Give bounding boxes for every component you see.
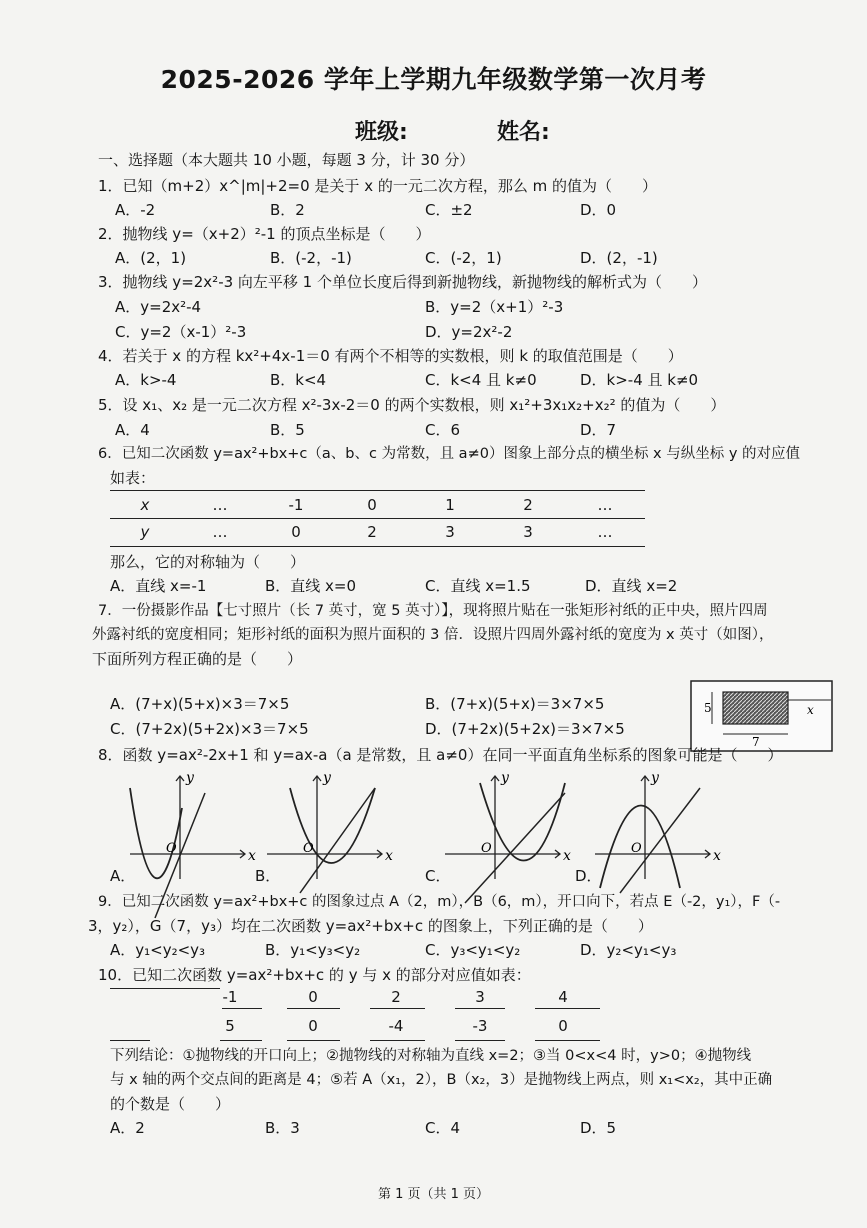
q5-option-c: C．6 <box>425 421 461 439</box>
q9-option-d: D．y₂<y₁<y₃ <box>580 941 677 959</box>
x-axis-label: x <box>385 848 393 864</box>
x-axis-label: x <box>248 848 256 864</box>
table-cell: 0 <box>308 1017 318 1035</box>
table-cell: 2 <box>391 988 401 1006</box>
q4-option-a: A．k>-4 <box>115 371 177 389</box>
table-rule <box>535 1040 600 1041</box>
table-cell: 3 <box>475 988 485 1006</box>
q7-option-a: A．(7+x)(5+x)×3＝7×5 <box>110 695 290 713</box>
table-cell: -1 <box>288 496 304 514</box>
graph-option-d <box>580 768 750 883</box>
question-10-stem-cont: 下列结论：①抛物线的开口向上；②抛物线的对称轴为直线 x=2；③当 0<x<4 时，y>0；④抛物线 <box>110 1048 752 1064</box>
table-rule <box>455 1040 505 1041</box>
table-cell: 5 <box>225 1017 235 1035</box>
q7-option-c: C．(7+2x)(5+2x)×3＝7×5 <box>110 720 309 738</box>
q8-option-label: C． <box>425 867 451 885</box>
origin-label: O <box>481 841 492 856</box>
q7-option-d: D．(7+2x)(5+2x)＝3×7×5 <box>425 720 625 738</box>
table-rule <box>110 988 220 989</box>
x-axis-label: x <box>563 848 571 864</box>
q6-option-c: C．直线 x=1.5 <box>425 577 531 595</box>
q1-option-a: A．-2 <box>115 201 156 219</box>
exam-title: 2025-2026 学年上学期九年级数学第一次月考 <box>160 65 707 94</box>
q3-option-a: A．y=2x²-4 <box>115 298 202 316</box>
table-cell: -4 <box>388 1017 404 1035</box>
table-rule <box>110 546 645 547</box>
q4-option-b: B．k<4 <box>270 371 327 389</box>
table-rule <box>455 1008 505 1009</box>
q6-option-a: A．直线 x=-1 <box>110 577 207 595</box>
q1-option-d: D．0 <box>580 201 617 219</box>
q6-option-b: B．直线 x=0 <box>265 577 357 595</box>
q2-option-b: B．(-2，-1) <box>270 249 352 267</box>
q9-option-a: A．y₁<y₂<y₃ <box>110 941 206 959</box>
table-cell: … <box>597 496 613 514</box>
graph-option-b <box>255 768 425 883</box>
name-label: 姓名: <box>497 120 550 145</box>
table-cell: 3 <box>445 523 455 541</box>
table-cell: -1 <box>222 988 238 1006</box>
x-axis-label: x <box>713 848 721 864</box>
table-rule <box>222 1008 262 1009</box>
line-graph <box>465 793 565 903</box>
q2-option-d: D．(2，-1) <box>580 249 658 267</box>
table-cell: … <box>597 523 613 541</box>
table-rule <box>220 1040 262 1041</box>
table-rule <box>110 1040 150 1041</box>
q3-option-b: B．y=2（x+1）²-3 <box>425 298 564 316</box>
y-axis-label: y <box>186 770 194 786</box>
question-4-stem: 4．若关于 x 的方程 kx²+4x-1＝0 有两个不相等的实数根，则 k 的取值范围是（ ） <box>98 347 683 365</box>
q1-option-b: B．2 <box>270 201 305 219</box>
origin-label: O <box>303 841 314 856</box>
parabola-curve <box>130 788 182 878</box>
q9-option-c: C．y₃<y₁<y₂ <box>425 941 521 959</box>
parabola-curve <box>480 783 565 861</box>
table-cell: 2 <box>367 523 377 541</box>
q8-option-label: D． <box>575 867 602 885</box>
question-8-stem: 8．函数 y=ax²-2x+1 和 y=ax-a（a 是常数，且 a≠0）在同一平面直角坐标系的图象可能是（ ） <box>98 746 783 764</box>
page-footer: 第 1 页（共 1 页） <box>377 1187 490 1202</box>
q10-option-a: A．2 <box>110 1119 145 1137</box>
question-10-stem-cont: 的个数是（ ） <box>110 1095 231 1113</box>
figure-margin-label: x <box>807 703 814 717</box>
q8-option-label: A． <box>110 867 136 885</box>
class-label: 班级: <box>355 120 408 145</box>
table-cell: 1 <box>445 496 455 514</box>
question-5-stem: 5．设 x₁、x₂ 是一元二次方程 x²-3x-2＝0 的两个实数根，则 x₁²+3x₁x₂+x₂² 的值为（ ） <box>98 396 726 414</box>
graph-option-c <box>425 768 595 883</box>
table-cell: 0 <box>291 523 301 541</box>
q3-option-d: D．y=2x²-2 <box>425 323 513 341</box>
q3-option-c: C．y=2（x-1）²-3 <box>115 323 247 341</box>
question-7-stem-cont: 下面所列方程正确的是（ ） <box>92 650 303 668</box>
table-cell: … <box>212 496 228 514</box>
table-rule <box>287 1008 340 1009</box>
figure-height-label: 5 <box>704 701 712 715</box>
q2-option-a: A．(2，1) <box>115 249 187 267</box>
table-cell: y <box>140 523 150 541</box>
photo-rect <box>723 692 788 724</box>
question-6-stem-cont: 如表： <box>110 469 156 487</box>
question-7-stem-cont: 外露衬纸的宽度相同；矩形衬纸的面积为照片面积的 3 倍．设照片四周外露衬纸的宽度为 x 英寸（如图）， <box>92 627 774 643</box>
table-cell: x <box>140 496 150 514</box>
question-6-stem: 6．已知二次函数 y=ax²+bx+c（a、b、c 为常数，且 a≠0）图象上部分点的横坐标 x 与纵坐标 y 的对应值 <box>98 446 801 462</box>
q8-option-label: B． <box>255 867 281 885</box>
question-10-stem: 10．已知二次函数 y=ax²+bx+c 的 y 与 x 的部分对应值如表： <box>98 966 531 984</box>
y-axis-label: y <box>323 770 331 786</box>
q2-option-c: C．(-2，1) <box>425 249 502 267</box>
origin-label: O <box>631 841 642 856</box>
question-6-stem-cont: 那么，它的对称轴为（ ） <box>110 553 306 571</box>
q10-option-d: D．5 <box>580 1119 617 1137</box>
table-rule <box>370 1040 425 1041</box>
question-10-stem-cont: 与 x 轴的两个交点间的距离是 4；⑤若 A（x₁，2），B（x₂，3）是抛物线上两点，则 x₁<x₂，其中正确 <box>110 1072 773 1088</box>
table-cell: 0 <box>558 1017 568 1035</box>
photo-frame-figure <box>690 680 833 752</box>
q7-option-b: B．(7+x)(5+x)＝3×7×5 <box>425 695 605 713</box>
question-1-stem: 1．已知（m+2）x^|m|+2=0 是关于 x 的一元二次方程，那么 m 的值为（ ） <box>98 177 657 195</box>
question-7-stem: 7．一份摄影作品【七寸照片（长 7 英寸，宽 5 英寸）】，现将照片贴在一张矩形衬纸的正中央，照片四周 <box>98 603 768 619</box>
table-rule <box>370 1008 425 1009</box>
q4-option-d: D．k>-4 且 k≠0 <box>580 371 699 389</box>
y-axis-label: y <box>651 770 659 786</box>
question-2-stem: 2．抛物线 y=（x+2）²-1 的顶点坐标是（ ） <box>98 225 431 243</box>
section-heading: 一、选择题（本大题共 10 小题，每题 3 分，计 30 分） <box>98 151 475 169</box>
q10-option-b: B．3 <box>265 1119 300 1137</box>
table-cell: 0 <box>308 988 318 1006</box>
figure-width-label: 7 <box>752 735 760 749</box>
q6-option-d: D．直线 x=2 <box>585 577 678 595</box>
q1-option-c: C．±2 <box>425 201 473 219</box>
table-cell: 3 <box>523 523 533 541</box>
table-rule <box>287 1040 340 1041</box>
q10-option-c: C．4 <box>425 1119 461 1137</box>
y-axis-label: y <box>501 770 509 786</box>
table-cell: 2 <box>523 496 533 514</box>
origin-label: O <box>166 841 177 856</box>
table-rule <box>110 518 645 519</box>
table-rule <box>110 490 645 491</box>
table-rule <box>535 1008 600 1009</box>
question-9-stem-cont: 3，y₂），G（7，y₃）均在二次函数 y=ax²+bx+c 的图象上，下列正确的是（ ） <box>88 917 653 935</box>
table-cell: … <box>212 523 228 541</box>
question-3-stem: 3．抛物线 y=2x²-3 向左平移 1 个单位长度后得到新抛物线，新抛物线的解析式为（ ） <box>98 273 707 291</box>
q5-option-a: A．4 <box>115 421 150 439</box>
table-cell: 4 <box>558 988 568 1006</box>
q5-option-b: B．5 <box>270 421 305 439</box>
table-cell: 0 <box>367 496 377 514</box>
table-cell: -3 <box>472 1017 488 1035</box>
q9-option-b: B．y₁<y₃<y₂ <box>265 941 361 959</box>
q5-option-d: D．7 <box>580 421 617 439</box>
q4-option-c: C．k<4 且 k≠0 <box>425 371 537 389</box>
question-9-stem: 9．已知二次函数 y=ax²+bx+c 的图象过点 A（2，m），B（6，m），开口向下，若点 E（-2，y₁），F（- <box>98 894 781 910</box>
